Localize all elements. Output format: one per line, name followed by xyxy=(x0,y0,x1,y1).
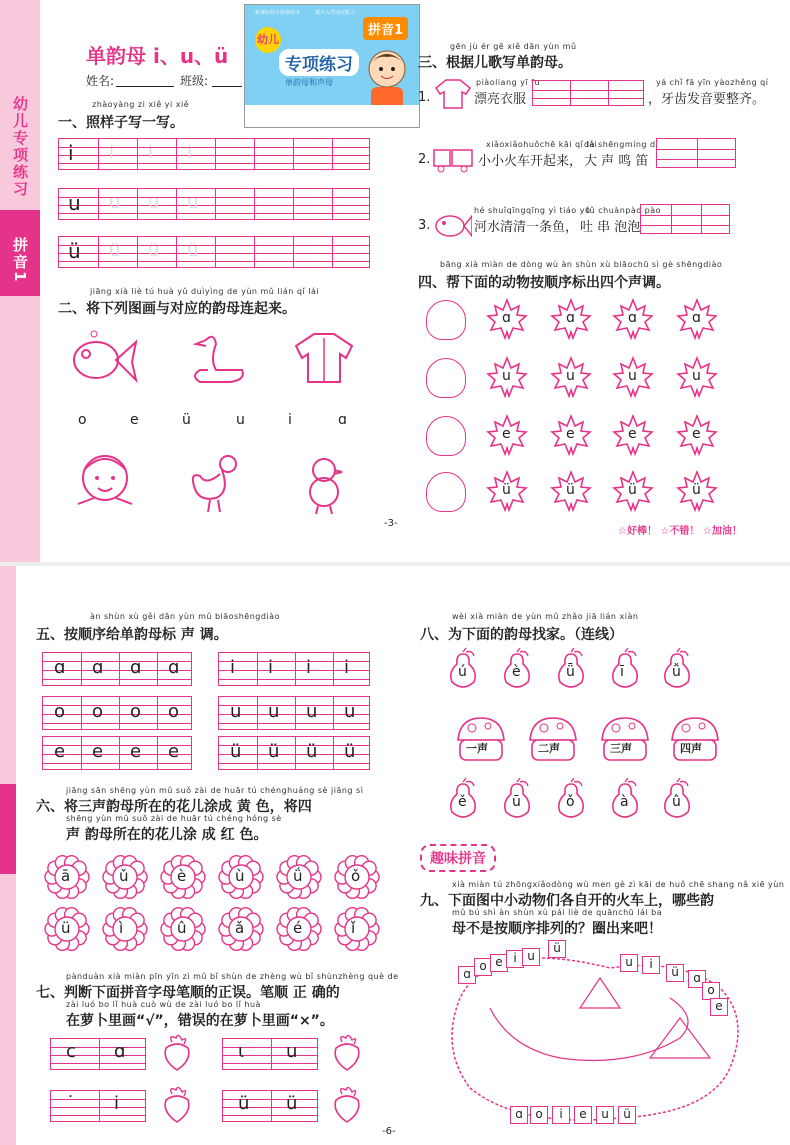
q3-line3-num: 3. xyxy=(418,218,431,233)
tone-letter: ɑ xyxy=(54,657,66,678)
stroke-order-grid xyxy=(222,1038,318,1070)
pear-vowel: ú xyxy=(458,664,467,680)
tone-letter: u xyxy=(268,701,280,722)
q3-line2-text-b: 大 声 鸣 笛 xyxy=(584,154,649,169)
stroke-letter: u xyxy=(286,1041,298,1062)
answer-grid[interactable] xyxy=(656,138,736,168)
pear-vowel: è xyxy=(512,664,521,680)
pear-vowel: ǖ xyxy=(566,664,575,680)
tone-letter: i xyxy=(230,657,236,678)
pear-vowel-item[interactable] xyxy=(608,648,642,690)
train-car-vowel[interactable]: ü xyxy=(618,1106,636,1124)
sample-letter: ü xyxy=(68,239,81,263)
tone-home-label: 二声 xyxy=(538,742,560,755)
q8-title: 八、为下面的韵母找家。（连线） xyxy=(420,627,623,643)
fish-icon[interactable] xyxy=(70,330,140,386)
pear-vowel: ī xyxy=(620,664,624,680)
tone-letter: e xyxy=(168,741,180,762)
cover-subtitle: 单韵母和声母 xyxy=(285,78,333,87)
q7-pinyin-1: pànduàn xià miàn pīn yīn zì mǔ bǐ shùn de zhèng wù bǐ shùnzhèng què de xyxy=(66,972,399,981)
flower-vowel: ǒ xyxy=(351,867,361,885)
flower-vowel: ù xyxy=(235,867,245,885)
answer-grid[interactable] xyxy=(532,80,644,106)
tone-letter: e xyxy=(54,741,66,762)
tone-letter: o xyxy=(92,701,104,722)
vowel-option[interactable]: ü xyxy=(182,412,191,428)
q3-line1-pinyin-b: yá chǐ fā yīn yàozhěng qí xyxy=(656,78,769,87)
stroke-letter: ü xyxy=(238,1093,250,1114)
radish-answer-box[interactable] xyxy=(328,1034,366,1072)
trace-letter: u xyxy=(148,192,160,213)
leaf-vowel: ü xyxy=(502,482,511,498)
butterfly-icon xyxy=(426,472,466,512)
q9-pinyin-1: xià miàn tú zhōngxiǎodòng wù men gè zì kāi de huǒ chē shang nǎ xiē yùn xyxy=(452,880,785,889)
tone-letter: u xyxy=(344,701,356,722)
fun-section-title: 趣味拼音 xyxy=(420,844,496,872)
q6-title-1: 六、将三声韵母所在的花儿涂成 黄 色，将四 xyxy=(36,799,312,815)
q7-title-2: 在萝卜里画“√”，错误的在萝卜里画“×”。 xyxy=(66,1013,334,1029)
leaf-vowel: ɑ xyxy=(692,310,701,326)
train-car-vowel[interactable]: ɑ xyxy=(688,970,706,988)
goose-icon[interactable] xyxy=(186,330,250,386)
page-number: -6- xyxy=(382,1126,396,1137)
tone-letter: o xyxy=(54,701,66,722)
book-cover xyxy=(244,4,420,128)
leaf-vowel: ü xyxy=(692,482,701,498)
train-car-vowel[interactable]: ü xyxy=(666,964,684,982)
class-line[interactable] xyxy=(212,86,242,87)
q3-line1-pinyin-a: piàoliang yī fu xyxy=(476,78,541,87)
leaf-vowel: ü xyxy=(566,482,575,498)
train-car-vowel[interactable]: i xyxy=(506,950,524,968)
rooster-icon[interactable] xyxy=(186,452,246,516)
leaf-vowel: e xyxy=(628,426,637,442)
q9-title-1: 九、下面图中小动物们各自开的火车上，哪些韵 xyxy=(420,893,714,909)
trace-letter: ü xyxy=(187,240,199,261)
train-car-vowel[interactable]: ɑ xyxy=(458,966,476,984)
tone-home-label: 四声 xyxy=(680,742,702,755)
tone-letter: ɑ xyxy=(92,657,104,678)
cover-brand: 幼儿 xyxy=(255,27,281,53)
q4-title: 四、帮下面的动物按顺序标出四个声调。 xyxy=(418,275,670,291)
pear-vowel: ǒ xyxy=(566,794,575,810)
q9-title-2: 母不是按顺序排列的？圈出来吧！ xyxy=(452,921,662,937)
tone-letter: ɑ xyxy=(168,657,180,678)
q2-pinyin: jiāng xià liè tú huà yǔ duìyìng de yùn mǔ lián qǐ lái xyxy=(90,287,320,296)
q5-title: 五、按顺序给单韵母标 声 调。 xyxy=(36,627,228,643)
train-car-vowel[interactable]: u xyxy=(596,1106,614,1124)
tone-letter: ü xyxy=(344,741,356,762)
train-car-vowel[interactable]: i xyxy=(642,956,660,974)
pear-vowel: û xyxy=(672,794,681,810)
q3-line1-text-b: ，牙齿发音要整齐。 xyxy=(648,92,766,107)
side-tab: 拼音1 xyxy=(0,210,40,296)
train-icon xyxy=(432,144,476,174)
q7-title-1: 七、判断下面拼音字母笔顺的正误。笔顺 正 确的 xyxy=(36,985,340,1001)
leaf-vowel: u xyxy=(628,368,637,384)
cover-badge: 拼音1 xyxy=(363,17,408,40)
q3-line2-text-a: 小小火车开起来， xyxy=(478,154,583,169)
train-car-vowel[interactable]: u xyxy=(620,954,638,972)
answer-grid[interactable] xyxy=(640,204,730,234)
trace-letter: i xyxy=(109,142,115,163)
tone-letter: ɑ xyxy=(130,657,142,678)
flower-vowel: é xyxy=(293,919,303,937)
q1-title: 一、照样子写一写。 xyxy=(58,115,184,131)
tone-letter: u xyxy=(230,701,242,722)
writing-grid[interactable] xyxy=(58,138,370,170)
train-car-vowel[interactable]: u xyxy=(522,948,540,966)
train-car-vowel[interactable]: e xyxy=(710,998,728,1016)
bee-icon xyxy=(426,358,466,398)
chick-icon[interactable] xyxy=(298,454,348,516)
leaf-vowel: u xyxy=(502,368,511,384)
cover-title: 专项练习 xyxy=(279,49,359,76)
flower-tone[interactable] xyxy=(102,906,148,952)
flower-vowel: ǐ xyxy=(351,919,356,937)
q3-line3-pinyin-a: hé shuǐqīngqīng yì tiáo yú xyxy=(474,206,591,215)
child-face-icon[interactable] xyxy=(72,446,138,512)
q3-line3-text-b: 吐 串 泡泡 xyxy=(580,220,641,235)
q5-pinyin: àn shùn xù gěi dān yùn mǔ biāoshēngdiào xyxy=(90,612,280,621)
tone-home-label: 一声 xyxy=(466,742,488,755)
flower-vowel: û xyxy=(177,919,187,937)
leaf-vowel: ɑ xyxy=(502,310,511,326)
flower-vowel: ǔ xyxy=(119,867,129,885)
stroke-order-grid xyxy=(50,1038,146,1070)
swimming-fish-icon xyxy=(432,208,472,242)
tone-letter: i xyxy=(268,657,274,678)
leaf-vowel: ü xyxy=(628,482,637,498)
train-car-vowel[interactable]: o xyxy=(530,1106,548,1124)
q4-pinyin: bāng xià miàn de dòng wù àn shùn xù biāochū sì gè shēngdiào xyxy=(440,260,723,269)
train-car-vowel[interactable]: e xyxy=(490,954,508,972)
trace-letter: i xyxy=(148,142,154,163)
tone-letter: o xyxy=(168,701,180,722)
tone-letter: ü xyxy=(306,741,318,762)
stroke-order-grid xyxy=(222,1090,318,1122)
writing-grid[interactable] xyxy=(58,236,370,268)
q3-title: 三、根据儿歌写单韵母。 xyxy=(418,55,572,71)
q1-pinyin: zhàoyàng zi xiě yi xiě xyxy=(92,100,190,109)
leaf-vowel: ɑ xyxy=(628,310,637,326)
tone-letter: ü xyxy=(230,741,242,762)
q3-line1-text-a: 漂亮衣服 xyxy=(474,92,527,107)
q3-line2-pinyin-a: xiǎoxiǎohuǒchē kāi qǐ lái xyxy=(486,140,598,149)
leaf-vowel: u xyxy=(692,368,701,384)
q3-line2-pinyin-b: dà shēngmíng dí xyxy=(584,140,659,149)
q3-line3-text-a: 河水清清一条鱼， xyxy=(474,220,579,235)
side-title: 幼儿专项练习 xyxy=(11,96,29,198)
name-label: 姓名: xyxy=(86,74,115,88)
praise-stamps: ☆好棒！ ☆不错！ ☆加油！ xyxy=(618,526,742,537)
bird-icon xyxy=(426,300,466,340)
leaf-vowel: e xyxy=(566,426,575,442)
pear-vowel: ǚ xyxy=(672,664,681,680)
leaf-vowel: e xyxy=(692,426,701,442)
train-car-vowel[interactable]: o xyxy=(474,958,492,976)
class-label: 班级: xyxy=(180,74,209,88)
q8-pinyin: wèi xià miàn de yùn mǔ zhǎo jiā lián xiàn xyxy=(452,612,639,621)
radish-answer-box[interactable] xyxy=(158,1086,196,1124)
stroke-letter: ü xyxy=(286,1093,298,1114)
chick-icon xyxy=(426,416,466,456)
clothes-icon xyxy=(434,76,472,110)
q6-title-2: 声 韵母所在的花儿涂 成 红 色。 xyxy=(66,827,268,843)
tone-letter: e xyxy=(92,741,104,762)
q3-line2-num: 2. xyxy=(418,152,431,167)
train-car-vowel[interactable]: e xyxy=(574,1106,592,1124)
flower-vowel: ā xyxy=(61,867,71,885)
tone-letter: e xyxy=(130,741,142,762)
flower-vowel: ì xyxy=(119,919,124,937)
side-tab-marker xyxy=(0,784,16,874)
stroke-letter: i xyxy=(114,1093,120,1114)
flower-vowel: ü xyxy=(61,919,71,937)
train-car-vowel[interactable]: o xyxy=(702,982,720,1000)
pear-vowel: ě xyxy=(458,794,467,810)
cover-tag1: 新课标幼小衔接用书 xyxy=(255,10,301,16)
stroke-letter: ˙ xyxy=(66,1093,75,1114)
q2-title: 二、将下列图画与对应的韵母连起来。 xyxy=(58,301,296,317)
trace-letter: ü xyxy=(148,240,160,261)
writing-grid[interactable] xyxy=(58,188,370,220)
tone-letter: ü xyxy=(268,741,280,762)
vowel-option[interactable]: o xyxy=(78,412,87,428)
page-title: 单韵母 i、u、ü xyxy=(86,44,229,68)
flower-tone[interactable] xyxy=(334,906,380,952)
tone-letter: o xyxy=(130,701,142,722)
train-car-vowel[interactable]: i xyxy=(552,1106,570,1124)
q3-line1-num: 1. xyxy=(418,90,431,105)
vowel-option[interactable]: ɑ xyxy=(338,412,347,428)
flower-vowel: è xyxy=(177,867,187,885)
vowel-option[interactable]: i xyxy=(288,412,292,428)
cover-tag2: 提升入学适应能力 xyxy=(315,10,356,16)
vowel-option[interactable]: e xyxy=(130,412,139,428)
train-car-vowel[interactable]: ɑ xyxy=(510,1106,528,1124)
tone-home-label: 三声 xyxy=(610,742,632,755)
flower-vowel: ǎ xyxy=(235,919,245,937)
q7-pinyin-2: zài luó bo lǐ huà cuò wù de zài luó bo lǐ huà xyxy=(66,1000,261,1009)
worksheet-page-6 xyxy=(0,566,790,1145)
stroke-letter: c xyxy=(66,1041,76,1062)
name-line[interactable] xyxy=(116,86,174,87)
trace-letter: u xyxy=(109,192,121,213)
tone-letter: i xyxy=(306,657,312,678)
flower-vowel: ǘ xyxy=(293,867,303,885)
q9-pinyin-2: mǔ bú shì àn shùn xù pái liè de quānchū lái ba xyxy=(452,908,663,917)
q6-pinyin-2: shēng yùn mǔ suǒ zài de huār tú chéng hóng sè xyxy=(66,814,282,823)
trace-letter: u xyxy=(187,192,199,213)
vowel-option[interactable]: u xyxy=(236,412,245,428)
stroke-letter: ɑ xyxy=(114,1041,126,1062)
page-number: -3- xyxy=(384,518,398,529)
worksheet-page-3 xyxy=(0,0,790,562)
tone-letter: i xyxy=(344,657,350,678)
radish-answer-box[interactable] xyxy=(158,1034,196,1072)
pear-vowel: à xyxy=(620,794,629,810)
train-car-vowel[interactable]: ü xyxy=(548,940,566,958)
trace-letter: ü xyxy=(109,240,121,261)
q3-line3-pinyin-b: tǔ chuànpào pào xyxy=(586,206,662,215)
leaf-vowel: u xyxy=(566,368,575,384)
trace-letter: i xyxy=(187,142,193,163)
sample-letter: u xyxy=(68,191,81,215)
pear-vowel: ū xyxy=(512,794,521,810)
q6-pinyin-1: jiāng sān shēng yùn mǔ suǒ zài de huār tú chénghuáng sè jiāng sì xyxy=(66,786,364,795)
shirt-icon[interactable] xyxy=(292,328,356,384)
stroke-letter: ι xyxy=(238,1041,245,1062)
stroke-order-grid xyxy=(50,1090,146,1122)
tone-letter: u xyxy=(306,701,318,722)
sample-letter: i xyxy=(68,141,74,165)
q3-pinyin: gēn jù ér gē xiě dān yùn mǔ xyxy=(450,42,577,51)
leaf-vowel: e xyxy=(502,426,511,442)
leaf-vowel: ɑ xyxy=(566,310,575,326)
radish-answer-box[interactable] xyxy=(328,1086,366,1124)
